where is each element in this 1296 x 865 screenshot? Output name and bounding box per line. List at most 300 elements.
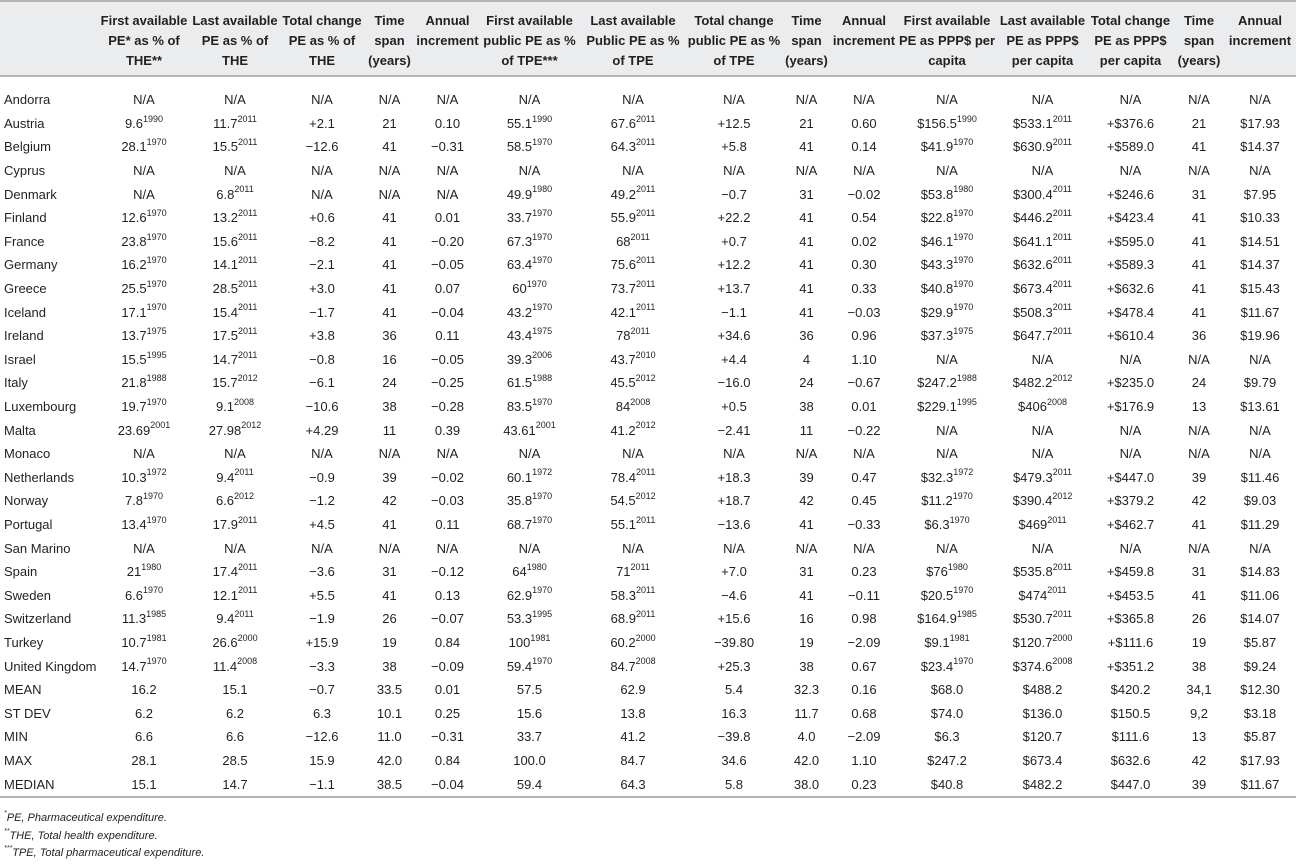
table-cell bbox=[998, 466, 1087, 490]
table-cell bbox=[579, 701, 687, 725]
table-cell bbox=[415, 701, 480, 725]
row-label bbox=[0, 489, 98, 513]
cell-value: 13 bbox=[1191, 399, 1207, 415]
table-cell bbox=[998, 418, 1087, 442]
table-cell bbox=[781, 206, 832, 230]
cell-value: $9.1 bbox=[924, 634, 950, 650]
table-cell bbox=[687, 466, 781, 490]
cell-value: −0.05 bbox=[431, 257, 464, 273]
table-cell bbox=[1224, 253, 1296, 277]
table-cell bbox=[781, 772, 832, 797]
cell-value: $43.3 bbox=[920, 257, 954, 273]
cell-value: N/A bbox=[133, 163, 155, 179]
cell-value: $46.1 bbox=[920, 233, 954, 249]
cell-value: 49.9 bbox=[506, 186, 533, 202]
cell-value: 0.07 bbox=[434, 281, 461, 297]
table-cell bbox=[896, 678, 998, 702]
table-cell bbox=[1224, 583, 1296, 607]
cell-year: 1975 bbox=[953, 325, 974, 336]
table-cell bbox=[98, 418, 190, 442]
cell-year: 2011 bbox=[1052, 278, 1073, 289]
cell-value: $20.5 bbox=[920, 587, 954, 603]
table-cell bbox=[687, 701, 781, 725]
cell-value: $22.8 bbox=[920, 210, 954, 226]
cell-year: 1980 bbox=[141, 561, 162, 572]
table-cell bbox=[781, 230, 832, 254]
cell-value: San Marino bbox=[4, 540, 71, 556]
table-cell bbox=[415, 277, 480, 301]
cell-value: Ireland bbox=[4, 328, 44, 344]
table-cell bbox=[280, 348, 364, 372]
table-row bbox=[0, 253, 1296, 277]
cell-value: 0.67 bbox=[851, 658, 877, 674]
column-header: Annual increment bbox=[415, 1, 480, 76]
cell-value: 21 bbox=[1191, 115, 1207, 131]
cell-value: 0.01 bbox=[851, 399, 877, 415]
table-cell bbox=[280, 631, 364, 655]
cell-year: 1970 bbox=[532, 207, 553, 218]
table-row bbox=[0, 607, 1296, 631]
table-row bbox=[0, 560, 1296, 584]
cell-value: +$459.8 bbox=[1106, 564, 1155, 580]
table-cell bbox=[1174, 560, 1224, 584]
cell-value: 31 bbox=[799, 564, 814, 580]
cell-value: 39 bbox=[382, 469, 397, 485]
cell-value: 0.84 bbox=[434, 752, 461, 768]
cell-value: N/A bbox=[1031, 163, 1054, 179]
cell-value: 39 bbox=[1191, 469, 1207, 485]
row-label bbox=[0, 182, 98, 206]
cell-value: N/A bbox=[436, 163, 459, 179]
table-footnotes bbox=[4, 810, 204, 863]
cell-year: 2011 bbox=[1052, 325, 1073, 336]
cell-value: 11 bbox=[799, 422, 814, 438]
table-cell bbox=[1224, 466, 1296, 490]
table-cell bbox=[687, 513, 781, 537]
cell-value: 0.13 bbox=[434, 587, 461, 603]
cell-value: 27.98 bbox=[208, 422, 242, 438]
cell-value: 23.69 bbox=[117, 422, 151, 438]
table-cell bbox=[415, 230, 480, 254]
table-cell bbox=[415, 418, 480, 442]
cell-value: 34,1 bbox=[1186, 682, 1212, 698]
table-cell bbox=[579, 772, 687, 797]
table-cell bbox=[190, 466, 280, 490]
table-cell bbox=[832, 182, 896, 206]
cell-value: 28.5 bbox=[212, 281, 238, 297]
cell-year: 1988 bbox=[956, 373, 977, 384]
cell-year: 2011 bbox=[237, 255, 258, 266]
cell-value: N/A bbox=[795, 163, 818, 179]
cell-value: 42.0 bbox=[793, 752, 820, 768]
cell-value: 41 bbox=[382, 139, 397, 155]
row-label bbox=[0, 678, 98, 702]
cell-value: −2.09 bbox=[847, 634, 881, 650]
cell-value: 41 bbox=[382, 257, 397, 273]
cell-value: −10.6 bbox=[305, 399, 339, 415]
cell-value: 41 bbox=[799, 281, 814, 297]
table-row bbox=[0, 348, 1296, 372]
table-row bbox=[0, 300, 1296, 324]
cell-value: 17.4 bbox=[212, 564, 238, 580]
cell-value: 15.5 bbox=[212, 139, 238, 155]
cell-value: 41 bbox=[1191, 516, 1207, 532]
table-cell bbox=[1224, 182, 1296, 206]
footnote-mark: * bbox=[4, 810, 7, 818]
table-cell bbox=[98, 182, 190, 206]
cell-value: 78 bbox=[616, 328, 631, 344]
cell-value: Portugal bbox=[4, 516, 53, 532]
table-cell bbox=[832, 135, 896, 159]
table-row bbox=[0, 230, 1296, 254]
table-cell bbox=[998, 631, 1087, 655]
cell-value: 26.6 bbox=[212, 634, 238, 650]
cell-value: +5.5 bbox=[309, 587, 335, 603]
table-cell bbox=[896, 513, 998, 537]
table-cell bbox=[98, 88, 190, 112]
cell-value: $14.37 bbox=[1240, 139, 1280, 155]
cell-value: 42 bbox=[799, 493, 814, 509]
table-cell bbox=[579, 489, 687, 513]
cell-value: 73.7 bbox=[610, 281, 636, 297]
cell-year: 1981 bbox=[146, 632, 167, 643]
table-cell bbox=[98, 513, 190, 537]
cell-value: 41 bbox=[382, 304, 397, 320]
cell-value: 41 bbox=[799, 233, 814, 249]
cell-value: +$595.0 bbox=[1106, 233, 1155, 249]
cell-value: 59.4 bbox=[506, 658, 533, 674]
table-cell bbox=[480, 513, 579, 537]
cell-value: 14.7 bbox=[121, 658, 147, 674]
cell-value: N/A bbox=[1188, 540, 1210, 556]
table-cell bbox=[1087, 607, 1174, 631]
table-cell bbox=[579, 253, 687, 277]
table-cell bbox=[280, 654, 364, 678]
table-cell bbox=[579, 395, 687, 419]
cell-value: 0.11 bbox=[435, 328, 460, 344]
cell-value: N/A bbox=[518, 163, 541, 179]
cell-value: 43.61 bbox=[503, 422, 536, 438]
column-header: Total change public PE as % of TPE bbox=[687, 1, 781, 76]
cell-value: 0.10 bbox=[434, 115, 461, 131]
table-cell bbox=[896, 725, 998, 749]
cell-value: 10.3 bbox=[121, 469, 147, 485]
table-cell bbox=[781, 371, 832, 395]
table-cell bbox=[280, 135, 364, 159]
cell-value: −39.80 bbox=[713, 634, 755, 650]
table-cell bbox=[781, 725, 832, 749]
cell-value: +$379.2 bbox=[1106, 493, 1155, 509]
cell-value: 9.6 bbox=[124, 115, 144, 131]
cell-value: N/A bbox=[1188, 446, 1210, 462]
row-label bbox=[0, 607, 98, 631]
table-cell bbox=[579, 112, 687, 136]
cell-value: $447.0 bbox=[1110, 776, 1151, 792]
footnote-mark: ** bbox=[4, 827, 10, 835]
cell-value: $482.2 bbox=[1012, 375, 1053, 391]
cell-value: 41 bbox=[382, 233, 397, 249]
table-cell bbox=[1087, 678, 1174, 702]
table-cell bbox=[1174, 418, 1224, 442]
table-cell bbox=[1087, 536, 1174, 560]
table-cell bbox=[998, 230, 1087, 254]
table-row bbox=[0, 418, 1296, 442]
row-label bbox=[0, 583, 98, 607]
table-cell bbox=[781, 701, 832, 725]
cell-value: $164.9 bbox=[917, 611, 957, 627]
table-cell bbox=[781, 513, 832, 537]
table-cell bbox=[190, 135, 280, 159]
table-cell bbox=[415, 678, 480, 702]
cell-value: 6.8 bbox=[216, 186, 235, 202]
cell-value: $535.8 bbox=[1012, 564, 1053, 580]
table-cell bbox=[579, 348, 687, 372]
summary-row bbox=[0, 749, 1296, 773]
table-cell bbox=[190, 772, 280, 797]
table-cell bbox=[190, 277, 280, 301]
table-cell bbox=[998, 277, 1087, 301]
cell-year: 2011 bbox=[1052, 467, 1073, 478]
table-cell bbox=[1174, 277, 1224, 301]
table-cell bbox=[190, 513, 280, 537]
row-label bbox=[0, 701, 98, 725]
cell-value: 5.8 bbox=[724, 776, 744, 792]
table-cell bbox=[687, 489, 781, 513]
table-cell bbox=[998, 654, 1087, 678]
cell-value: 11.4 bbox=[212, 658, 238, 674]
footnote bbox=[4, 810, 204, 828]
table-cell bbox=[280, 749, 364, 773]
cell-value: $14.07 bbox=[1240, 611, 1280, 627]
cell-value: $533.1 bbox=[1012, 115, 1053, 131]
table-cell bbox=[1174, 182, 1224, 206]
cell-value: −0.28 bbox=[431, 399, 464, 415]
row-label bbox=[0, 300, 98, 324]
cell-value: N/A bbox=[1249, 422, 1271, 438]
cell-year: 2008 bbox=[234, 396, 255, 407]
table-cell bbox=[832, 583, 896, 607]
table-cell bbox=[280, 159, 364, 183]
table-cell bbox=[1224, 654, 1296, 678]
table-cell bbox=[687, 678, 781, 702]
cell-value: N/A bbox=[795, 540, 818, 556]
cell-value: 41 bbox=[799, 210, 814, 226]
table-cell bbox=[364, 324, 415, 348]
table-cell bbox=[896, 749, 998, 773]
table-cell bbox=[364, 277, 415, 301]
cell-year: 2012 bbox=[1052, 373, 1073, 384]
cell-value: 41 bbox=[1191, 257, 1207, 273]
cell-value: +$365.8 bbox=[1106, 611, 1155, 627]
cell-value: 11.0 bbox=[377, 729, 402, 745]
cell-value: 41 bbox=[1191, 210, 1207, 226]
table-cell bbox=[415, 206, 480, 230]
cell-value: −3.3 bbox=[309, 658, 335, 674]
cell-value: 36 bbox=[799, 328, 814, 344]
cell-value: N/A bbox=[1249, 351, 1271, 367]
cell-value: 68 bbox=[616, 233, 631, 249]
table-cell bbox=[190, 159, 280, 183]
table-cell bbox=[1174, 489, 1224, 513]
cell-value: 42 bbox=[1191, 493, 1207, 509]
table-header bbox=[0, 1, 1296, 76]
table-cell bbox=[98, 678, 190, 702]
cell-year: 2001 bbox=[535, 420, 556, 431]
cell-value: N/A bbox=[1031, 351, 1054, 367]
cell-value: 38.0 bbox=[793, 776, 820, 792]
table-row bbox=[0, 583, 1296, 607]
cell-value: N/A bbox=[723, 163, 745, 179]
cell-year: 2012 bbox=[241, 420, 262, 431]
table-cell bbox=[190, 206, 280, 230]
table-cell bbox=[98, 277, 190, 301]
cell-value: −16.0 bbox=[717, 375, 751, 391]
cell-value: N/A bbox=[1031, 446, 1054, 462]
cell-value: N/A bbox=[1249, 92, 1271, 108]
cell-value: $14.51 bbox=[1240, 233, 1280, 249]
table-cell bbox=[781, 560, 832, 584]
table-cell bbox=[832, 395, 896, 419]
table-cell bbox=[415, 324, 480, 348]
table-cell bbox=[781, 135, 832, 159]
table-cell bbox=[364, 182, 415, 206]
cell-year: 1972 bbox=[146, 467, 167, 478]
table-cell bbox=[687, 654, 781, 678]
table-cell bbox=[98, 489, 190, 513]
table-cell bbox=[190, 701, 280, 725]
table-cell bbox=[579, 725, 687, 749]
cell-value: 6.6 bbox=[215, 493, 235, 509]
cell-value: N/A bbox=[224, 163, 246, 179]
table-cell bbox=[190, 536, 280, 560]
table-cell bbox=[1174, 583, 1224, 607]
table-cell bbox=[415, 371, 480, 395]
table-cell bbox=[1174, 206, 1224, 230]
cell-value: 13 bbox=[1191, 729, 1207, 745]
table-cell bbox=[781, 489, 832, 513]
cell-year: 1975 bbox=[146, 325, 167, 336]
cell-value: 41 bbox=[382, 210, 397, 226]
table-cell bbox=[480, 135, 579, 159]
cell-value: 43.4 bbox=[506, 328, 533, 344]
cell-value: $632.6 bbox=[1012, 257, 1053, 273]
table-cell bbox=[190, 348, 280, 372]
cell-year: 1988 bbox=[532, 373, 553, 384]
cell-value: −0.7 bbox=[309, 682, 335, 698]
table-cell bbox=[579, 749, 687, 773]
cell-value: N/A bbox=[1249, 446, 1271, 462]
row-label bbox=[0, 371, 98, 395]
table-row bbox=[0, 182, 1296, 206]
cell-value: N/A bbox=[436, 446, 459, 462]
cell-value: 55.1 bbox=[506, 115, 533, 131]
cell-value: −0.25 bbox=[431, 375, 464, 391]
cell-value: −1.1 bbox=[309, 776, 335, 792]
cell-year: 1970 bbox=[953, 231, 974, 242]
cell-year: 1970 bbox=[146, 231, 167, 242]
cell-value: $508.3 bbox=[1012, 304, 1053, 320]
cell-value: N/A bbox=[378, 540, 401, 556]
table-cell bbox=[364, 466, 415, 490]
row-label bbox=[0, 772, 98, 797]
cell-year: 2011 bbox=[1047, 514, 1067, 525]
table-cell bbox=[364, 230, 415, 254]
cell-value: +$423.4 bbox=[1106, 210, 1155, 226]
table-cell bbox=[1224, 277, 1296, 301]
table-cell bbox=[98, 607, 190, 631]
table-cell bbox=[1087, 654, 1174, 678]
table-cell bbox=[190, 418, 280, 442]
cell-value: 5.4 bbox=[724, 682, 744, 698]
cell-value: N/A bbox=[853, 163, 875, 179]
table-cell bbox=[1224, 135, 1296, 159]
cell-year: 2011 bbox=[234, 184, 254, 195]
cell-value: Greece bbox=[4, 281, 47, 297]
row-label bbox=[0, 277, 98, 301]
table-row bbox=[0, 112, 1296, 136]
table-cell bbox=[1087, 112, 1174, 136]
table-cell bbox=[579, 654, 687, 678]
table-cell bbox=[896, 112, 998, 136]
cell-value: $23.4 bbox=[920, 658, 954, 674]
cell-value: +$610.4 bbox=[1106, 328, 1155, 344]
table-cell bbox=[998, 395, 1087, 419]
table-cell bbox=[415, 112, 480, 136]
table-cell bbox=[781, 536, 832, 560]
cell-value: +$632.6 bbox=[1106, 281, 1155, 297]
table-cell bbox=[1174, 631, 1224, 655]
cell-year: 2011 bbox=[237, 349, 258, 360]
table-cell bbox=[687, 135, 781, 159]
table-cell bbox=[832, 418, 896, 442]
cell-year: 2011 bbox=[630, 325, 650, 336]
cell-value: −3.6 bbox=[309, 564, 335, 580]
cell-year: 1970 bbox=[146, 656, 167, 667]
table-cell bbox=[280, 371, 364, 395]
table-cell bbox=[415, 300, 480, 324]
cell-value: $150.5 bbox=[1110, 705, 1151, 721]
cell-value: $673.4 bbox=[1012, 281, 1053, 297]
table-cell bbox=[998, 442, 1087, 466]
cell-year: 2011 bbox=[635, 302, 656, 313]
cell-value: N/A bbox=[1188, 92, 1210, 108]
table-cell bbox=[98, 395, 190, 419]
cell-year: 1980 bbox=[526, 561, 547, 572]
cell-value: 100.0 bbox=[513, 752, 546, 768]
cell-value: 14.7 bbox=[212, 351, 238, 367]
cell-value: United Kingdom bbox=[4, 658, 97, 674]
table-cell bbox=[1224, 230, 1296, 254]
table-cell bbox=[781, 442, 832, 466]
table-cell bbox=[190, 300, 280, 324]
table-cell bbox=[480, 654, 579, 678]
cell-year: 2006 bbox=[532, 349, 553, 360]
table-cell bbox=[998, 560, 1087, 584]
cell-value: N/A bbox=[1119, 92, 1142, 108]
table-cell bbox=[1087, 230, 1174, 254]
cell-value: −0.22 bbox=[847, 422, 881, 438]
table-cell bbox=[1224, 88, 1296, 112]
cell-value: +$462.7 bbox=[1106, 516, 1155, 532]
table-cell bbox=[896, 300, 998, 324]
table-cell bbox=[415, 560, 480, 584]
cell-year: 2011 bbox=[630, 561, 650, 572]
row-label bbox=[0, 324, 98, 348]
table-cell bbox=[190, 230, 280, 254]
cell-value: N/A bbox=[1119, 422, 1142, 438]
cell-value: 26 bbox=[1191, 611, 1207, 627]
table-cell bbox=[896, 88, 998, 112]
